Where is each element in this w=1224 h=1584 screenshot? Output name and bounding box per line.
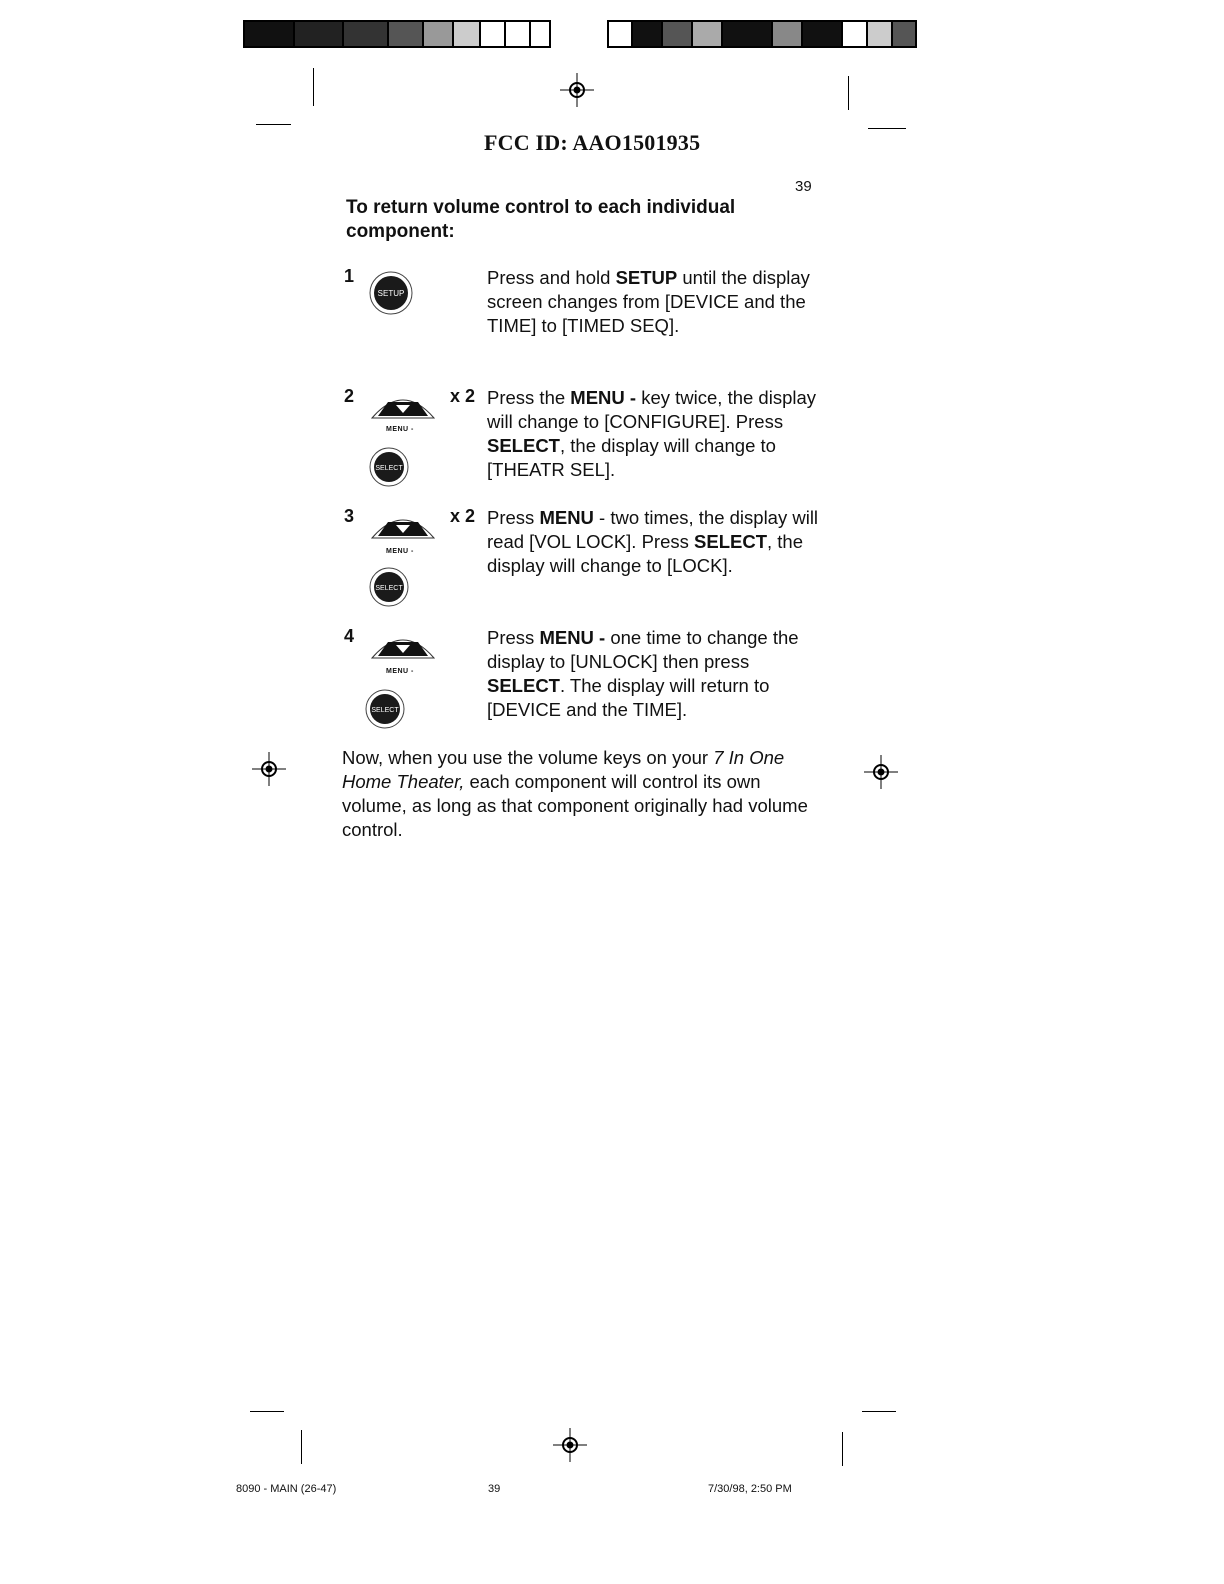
step-instructions: Press and hold SETUP until the display screen changes from [DEVICE and the TIME] to [TIMED SEQ].: [487, 267, 810, 336]
crop-mark: [313, 68, 314, 106]
crop-mark: [256, 124, 291, 125]
step-number: 3: [344, 506, 355, 526]
press-count: x 2: [450, 386, 476, 406]
step-number: 2: [344, 386, 355, 406]
select-button-icon: [368, 566, 410, 608]
footer-timestamp: 7/30/98, 2:50 PM: [708, 1483, 792, 1495]
menu-label: MENU -: [386, 548, 414, 555]
svg-text:SELECT: SELECT: [375, 585, 403, 592]
select-button-icon: [368, 446, 410, 488]
registration-mark-icon: [864, 755, 898, 789]
step-3: [344, 506, 824, 616]
step-2: [344, 386, 824, 496]
color-bar-left: [243, 20, 551, 48]
svg-text:SELECT: SELECT: [375, 465, 403, 472]
svg-text:SETUP: SETUP: [377, 289, 405, 298]
crop-mark: [842, 1432, 843, 1466]
footer-job-code: 8090 - MAIN (26-47): [236, 1483, 337, 1495]
section-heading: To return volume control to each individual component:: [346, 197, 736, 242]
crop-mark: [848, 76, 849, 110]
registration-mark-icon: [560, 73, 594, 107]
step-instructions: Press MENU - one time to change the display to [UNLOCK] then press SELECT. The display will return to [DEVICE and the TIME].: [487, 627, 799, 720]
step-number: 1: [344, 266, 355, 286]
page-number: 39: [795, 178, 812, 195]
color-bar-right: [607, 20, 917, 48]
step-number: 4: [344, 626, 355, 646]
step-4: [344, 626, 824, 736]
svg-text:SELECT: SELECT: [371, 707, 399, 714]
crop-mark: [868, 128, 906, 129]
step-instructions: Press MENU - two times, the display will read [VOL LOCK]. Press SELECT, the display will change to [LOCK].: [487, 507, 819, 576]
step-1: [344, 266, 824, 366]
select-button-icon: [364, 688, 406, 730]
registration-mark-icon: [553, 1428, 587, 1462]
step-instructions: Press the MENU - key twice, the display will change to [CONFIGURE]. Press SELECT, the display will change to [THEATR SEL].: [487, 387, 817, 480]
setup-button-icon: [368, 270, 414, 316]
footer-page-number: 39: [488, 1483, 501, 1495]
menu-label: MENU -: [386, 668, 414, 675]
menu-label: MENU -: [386, 426, 414, 433]
menu-minus-button-icon: [368, 630, 438, 664]
closing-paragraph: Now, when you use the volume keys on your 7 In One Home Theater, each component will control its own volume, as long as that component originally had volume control.: [342, 747, 808, 840]
crop-mark: [301, 1430, 302, 1464]
menu-minus-button-icon: [368, 510, 438, 544]
press-count: x 2: [450, 506, 476, 526]
menu-minus-button-icon: [368, 390, 438, 424]
crop-mark: [862, 1411, 896, 1412]
crop-mark: [250, 1411, 284, 1412]
fcc-id: FCC ID: AAO1501935: [484, 130, 701, 155]
registration-mark-icon: [252, 752, 286, 786]
